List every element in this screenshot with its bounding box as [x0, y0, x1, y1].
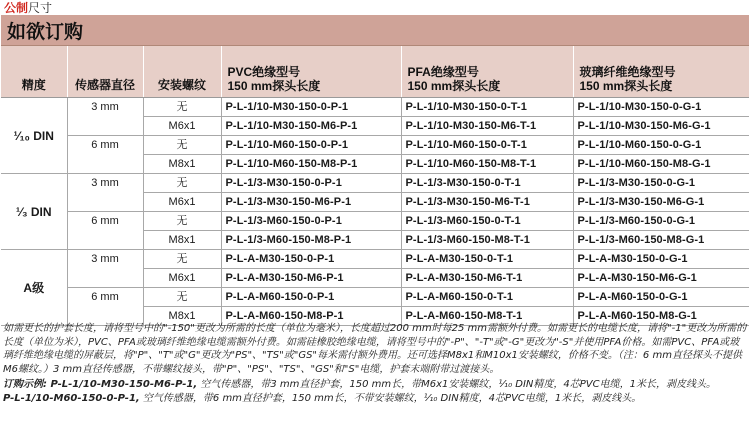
order-example [3, 378, 747, 405]
notes [3, 322, 747, 405]
thread-cell: 无 [143, 136, 221, 155]
example2-model: P-L-1/10-M60-150-0-P-1, [3, 392, 140, 404]
diameter-cell: 6 mm [67, 136, 143, 174]
thread-cell: 无 [143, 212, 221, 231]
pfa-model-cell: P-L-A-M60-150-M8-T-1 [401, 307, 573, 326]
thread-cell: 无 [143, 174, 221, 193]
table-row [1, 288, 749, 307]
table-row [1, 136, 749, 155]
pvc-model-cell: P-L-1/3-M30-150-M6-P-1 [221, 193, 401, 212]
col-diameter: 传感器直径 [67, 46, 143, 98]
pvc-model-cell: P-L-1/3-M60-150-M8-P-1 [221, 231, 401, 250]
thread-cell: M8x1 [143, 155, 221, 174]
thread-cell: 无 [143, 98, 221, 117]
col-pvc-line1: PVC绝缘型号 [227, 65, 301, 79]
page-heading [4, 0, 52, 16]
col-accuracy: 精度 [1, 46, 67, 98]
glass-model-cell: P-L-A-M30-150-M6-G-1 [573, 269, 749, 288]
pfa-model-cell: P-L-1/3-M30-150-M6-T-1 [401, 193, 573, 212]
table-row [1, 212, 749, 231]
table-row [1, 174, 749, 193]
pfa-model-cell: P-L-1/3-M30-150-0-T-1 [401, 174, 573, 193]
accuracy-cell: ¹⁄₁₀ DIN [1, 98, 67, 174]
col-glass-line1: 玻璃纤维绝缘型号 [579, 65, 676, 79]
col-glass [573, 46, 749, 98]
table-body [1, 98, 749, 326]
diameter-cell: 3 mm [67, 250, 143, 288]
glass-model-cell: P-L-A-M60-150-0-G-1 [573, 288, 749, 307]
glass-model-cell: P-L-1/10-M30-150-M6-G-1 [573, 117, 749, 136]
col-thread: 安装螺纹 [143, 46, 221, 98]
heading-metric: 公制 [4, 1, 29, 15]
glass-model-cell: P-L-1/3-M30-150-0-G-1 [573, 174, 749, 193]
col-pvc [221, 46, 401, 98]
example2-text: 空气传感器，带6 mm直径护套，150 mm长，不带安装螺纹，¹⁄₁₀ DIN精度，4芯PVC电缆，1米长，剥皮线头。 [139, 392, 642, 404]
pvc-model-cell: P-L-A-M60-150-0-P-1 [221, 288, 401, 307]
pvc-model-cell: P-L-1/10-M30-150-0-P-1 [221, 98, 401, 117]
thread-cell: M8x1 [143, 231, 221, 250]
glass-model-cell: P-L-1/3-M30-150-M6-G-1 [573, 193, 749, 212]
pvc-model-cell: P-L-1/10-M30-150-M6-P-1 [221, 117, 401, 136]
glass-model-cell: P-L-1/10-M30-150-0-G-1 [573, 98, 749, 117]
thread-cell: 无 [143, 250, 221, 269]
pfa-model-cell: P-L-A-M30-150-M6-T-1 [401, 269, 573, 288]
col-glass-line2: 150 mm探头长度 [579, 79, 673, 93]
pfa-model-cell: P-L-1/10-M60-150-0-T-1 [401, 136, 573, 155]
notes-paragraph: 如需更长的护套长度，请将型号中的"-150"更改为所需的长度（单位为毫米），长度超过200 mm时每25 mm需额外付费。如需更长的电缆长度，请将"-1"更改为所需的长度（单位为米），PVC、PFA或玻璃纤维绝缘电缆需额外付费。如需硅橡胶绝缘电缆，请将型号中的"-P"、"-T"或"-G"更改为"-S"并使用PFA价格。如需PVC、PFA或玻璃纤维绝缘电缆的屏蔽层，将"P"、"T"或"G"更改为"PS"、"TS"或"GS"每米需付额外费用。还可选择M8x1和M10x1安装螺纹，价格不变。（注：6 mm直径探头不提供M6螺纹。）3 mm直径传感器，不带螺纹接头，带"P"、"PS"、"TS"、"GS"和"S"电缆，护套末端附带过渡接头。 [3, 323, 747, 375]
thread-cell: M6x1 [143, 269, 221, 288]
thread-cell: 无 [143, 288, 221, 307]
diameter-cell: 3 mm [67, 98, 143, 136]
pvc-model-cell: P-L-A-M60-150-M8-P-1 [221, 307, 401, 326]
pfa-model-cell: P-L-A-M30-150-0-T-1 [401, 250, 573, 269]
glass-model-cell: P-L-1/10-M60-150-0-G-1 [573, 136, 749, 155]
order-banner: 如欲订购 [1, 15, 749, 46]
glass-model-cell: P-L-A-M60-150-M8-G-1 [573, 307, 749, 326]
pfa-model-cell: P-L-A-M60-150-0-T-1 [401, 288, 573, 307]
glass-model-cell: P-L-1/3-M60-150-M8-G-1 [573, 231, 749, 250]
col-pfa [401, 46, 573, 98]
diameter-cell: 6 mm [67, 288, 143, 326]
pvc-model-cell: P-L-A-M30-150-0-P-1 [221, 250, 401, 269]
pfa-model-cell: P-L-1/10-M60-150-M8-T-1 [401, 155, 573, 174]
pvc-model-cell: P-L-A-M30-150-M6-P-1 [221, 269, 401, 288]
pfa-model-cell: P-L-1/3-M60-150-M8-T-1 [401, 231, 573, 250]
heading-dimensions: 尺寸 [28, 1, 53, 15]
col-pfa-line2: 150 mm探头长度 [407, 79, 501, 93]
diameter-cell: 3 mm [67, 174, 143, 212]
pfa-model-cell: P-L-1/10-M30-150-M6-T-1 [401, 117, 573, 136]
thread-cell: M6x1 [143, 193, 221, 212]
diameter-cell: 6 mm [67, 212, 143, 250]
example1-text: 空气传感器，带3 mm直径护套，150 mm长，带M6x1安装螺纹，¹⁄₁₀ DIN精度，4芯PVC电缆，1米长，剥皮线头。 [197, 379, 716, 390]
pvc-model-cell: P-L-1/10-M60-150-0-P-1 [221, 136, 401, 155]
thread-cell: M6x1 [143, 117, 221, 136]
glass-model-cell: P-L-A-M30-150-0-G-1 [573, 250, 749, 269]
accuracy-cell: A级 [1, 250, 67, 326]
table-row [1, 250, 749, 269]
pvc-model-cell: P-L-1/10-M60-150-M8-P-1 [221, 155, 401, 174]
pvc-model-cell: P-L-1/3-M30-150-0-P-1 [221, 174, 401, 193]
table-row [1, 98, 749, 117]
order-table [1, 15, 749, 326]
glass-model-cell: P-L-1/10-M60-150-M8-G-1 [573, 155, 749, 174]
col-pvc-line2: 150 mm探头长度 [227, 79, 321, 93]
thread-cell: M8x1 [143, 307, 221, 326]
col-pfa-line1: PFA绝缘型号 [407, 65, 479, 79]
example1-model: 订购示例: P-L-1/10-M30-150-M6-P-1, [3, 379, 198, 390]
pfa-model-cell: P-L-1/3-M60-150-0-T-1 [401, 212, 573, 231]
pfa-model-cell: P-L-1/10-M30-150-0-T-1 [401, 98, 573, 117]
pvc-model-cell: P-L-1/3-M60-150-0-P-1 [221, 212, 401, 231]
accuracy-cell: ¹⁄₃ DIN [1, 174, 67, 250]
glass-model-cell: P-L-1/3-M60-150-0-G-1 [573, 212, 749, 231]
